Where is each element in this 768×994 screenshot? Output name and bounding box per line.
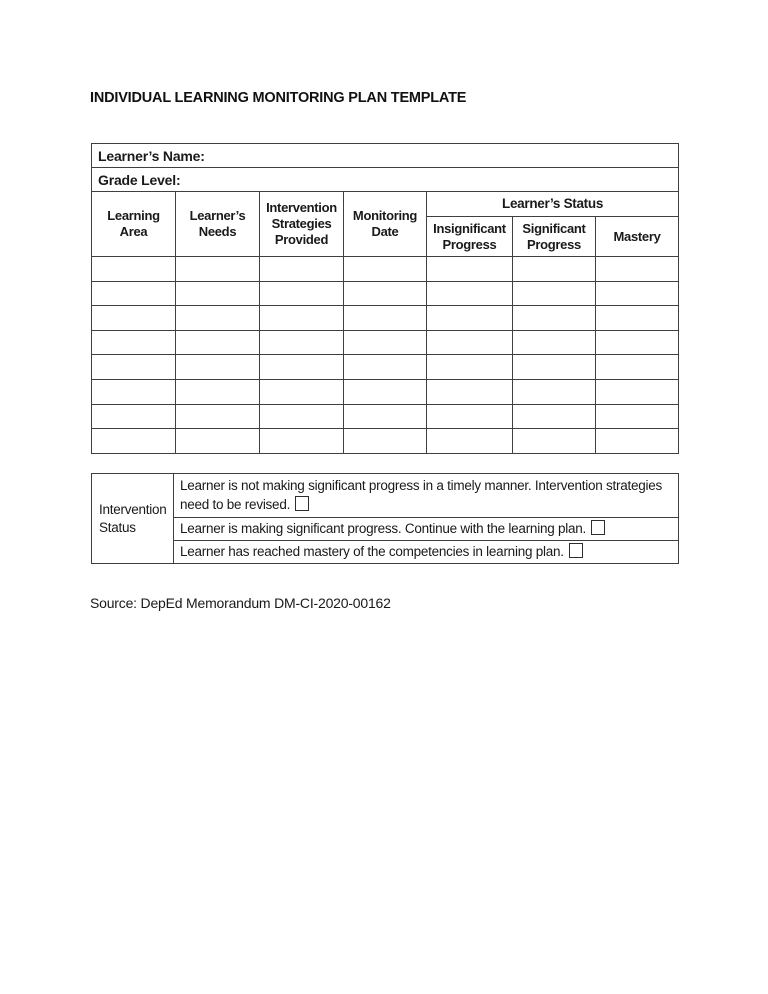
option-text: need to be revised.	[180, 497, 291, 512]
col-header-learners-status: Learner’s Status	[427, 192, 679, 217]
plan-cell[interactable]	[92, 281, 176, 306]
plan-cell[interactable]	[513, 404, 596, 429]
plan-cell[interactable]	[92, 379, 176, 404]
plan-cell[interactable]	[92, 404, 176, 429]
plan-cell[interactable]	[344, 379, 427, 404]
plan-row	[92, 429, 679, 454]
source-note: Source: DepEd Memorandum DM-CI-2020-00162	[90, 595, 391, 611]
col-header-monitoring-date: Monitoring Date	[344, 192, 427, 257]
plan-cell[interactable]	[427, 404, 513, 429]
plan-cell[interactable]	[513, 306, 596, 331]
intervention-option-revise	[174, 474, 679, 518]
grade-level-field[interactable]: Grade Level:	[92, 168, 679, 192]
plan-cell[interactable]	[176, 281, 260, 306]
plan-cell[interactable]	[427, 257, 513, 282]
plan-cell[interactable]	[596, 355, 679, 380]
plan-cell[interactable]	[92, 306, 176, 331]
plan-cell[interactable]	[260, 281, 344, 306]
plan-row	[92, 330, 679, 355]
plan-cell[interactable]	[344, 330, 427, 355]
plan-cell[interactable]	[260, 355, 344, 380]
intervention-option-mastery	[174, 541, 679, 564]
plan-cell[interactable]	[427, 429, 513, 454]
plan-cell[interactable]	[344, 281, 427, 306]
plan-cell[interactable]	[596, 330, 679, 355]
revise-strategies-checkbox[interactable]	[295, 496, 309, 511]
plan-cell[interactable]	[596, 379, 679, 404]
plan-cell[interactable]	[513, 379, 596, 404]
learner-name-field[interactable]: Learner’s Name:	[92, 144, 679, 168]
plan-cell[interactable]	[92, 355, 176, 380]
plan-cell[interactable]	[427, 330, 513, 355]
plan-cell[interactable]	[344, 355, 427, 380]
col-header-significant-progress: Significant Progress	[513, 217, 596, 257]
plan-cell[interactable]	[260, 330, 344, 355]
plan-cell[interactable]	[596, 281, 679, 306]
plan-cell[interactable]	[427, 281, 513, 306]
plan-cell[interactable]	[344, 306, 427, 331]
plan-cell[interactable]	[92, 429, 176, 454]
intervention-status-table	[91, 473, 679, 564]
plan-cell[interactable]	[260, 306, 344, 331]
col-header-insignificant-progress: Insignificant Progress	[427, 217, 513, 257]
plan-cell[interactable]	[260, 379, 344, 404]
plan-cell[interactable]	[513, 257, 596, 282]
plan-cell[interactable]	[344, 404, 427, 429]
plan-cell[interactable]	[344, 429, 427, 454]
plan-cell[interactable]	[176, 355, 260, 380]
plan-cell[interactable]	[176, 257, 260, 282]
option-text: Learner is making significant progress. Continue with the learning plan.	[180, 521, 586, 536]
plan-cell[interactable]	[596, 257, 679, 282]
plan-cell[interactable]	[513, 429, 596, 454]
plan-cell[interactable]	[344, 257, 427, 282]
plan-cell[interactable]	[596, 306, 679, 331]
plan-cell[interactable]	[596, 404, 679, 429]
intervention-status-label: Intervention Status	[92, 474, 174, 564]
option-text: Learner is not making significant progress in a timely manner. Intervention strategies	[180, 478, 663, 493]
plan-cell[interactable]	[596, 429, 679, 454]
col-header-learners-needs: Learner’s Needs	[176, 192, 260, 257]
mastery-checkbox[interactable]	[569, 543, 583, 558]
col-header-learning-area: Learning Area	[92, 192, 176, 257]
plan-cell[interactable]	[260, 429, 344, 454]
plan-cell[interactable]	[176, 306, 260, 331]
plan-cell[interactable]	[427, 379, 513, 404]
plan-cell[interactable]	[513, 330, 596, 355]
plan-cell[interactable]	[176, 330, 260, 355]
continue-plan-checkbox[interactable]	[591, 520, 605, 535]
plan-cell[interactable]	[176, 429, 260, 454]
intervention-option-continue	[174, 518, 679, 541]
plan-cell[interactable]	[92, 257, 176, 282]
option-text: Learner has reached mastery of the competencies in learning plan.	[180, 544, 564, 559]
plan-row	[92, 404, 679, 429]
plan-row	[92, 281, 679, 306]
plan-cell[interactable]	[427, 306, 513, 331]
plan-cell[interactable]	[513, 281, 596, 306]
col-header-intervention-strategies: Intervention Strategies Provided	[260, 192, 344, 257]
plan-cell[interactable]	[513, 355, 596, 380]
plan-row	[92, 257, 679, 282]
plan-cell[interactable]	[260, 257, 344, 282]
page-title: INDIVIDUAL LEARNING MONITORING PLAN TEMPLATE	[90, 90, 467, 106]
plan-row	[92, 355, 679, 380]
col-header-mastery: Mastery	[596, 217, 679, 257]
plan-cell[interactable]	[176, 404, 260, 429]
plan-cell[interactable]	[260, 404, 344, 429]
plan-row	[92, 306, 679, 331]
plan-cell[interactable]	[427, 355, 513, 380]
plan-cell[interactable]	[92, 330, 176, 355]
plan-cell[interactable]	[176, 379, 260, 404]
learning-plan-table	[91, 143, 679, 454]
plan-row	[92, 379, 679, 404]
